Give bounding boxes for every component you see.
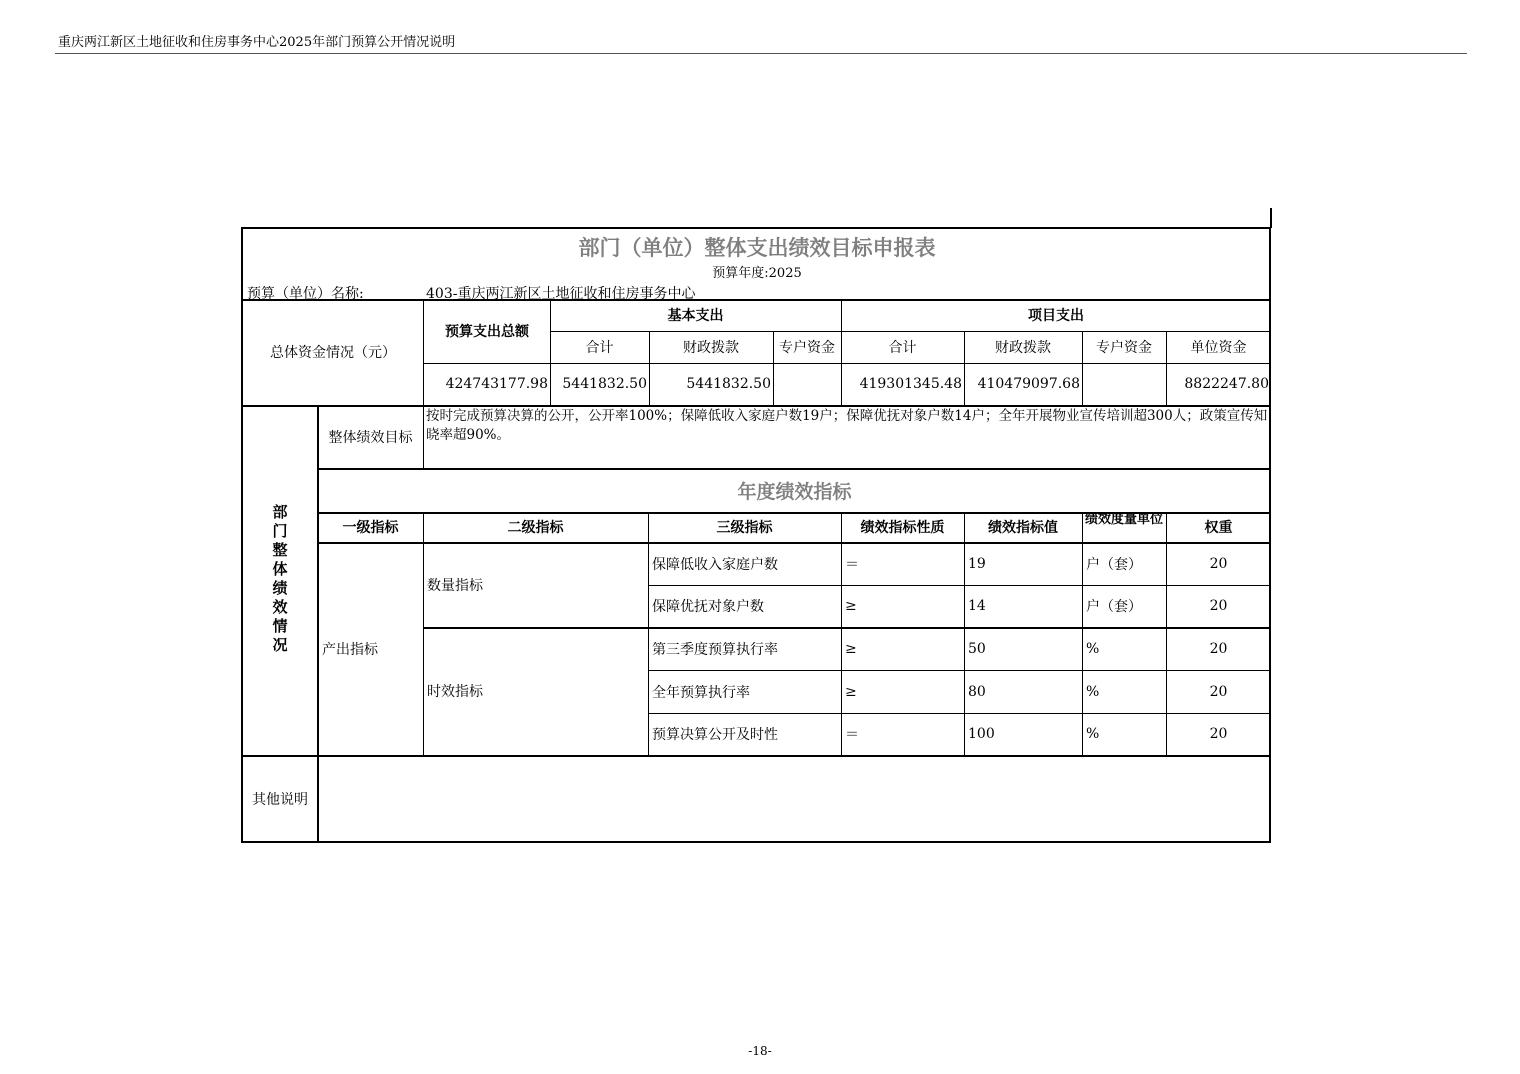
row-level3: 预算决算公开及时性: [652, 727, 778, 743]
row-value: 100: [968, 726, 995, 742]
project-unit-value: 8822247.80: [1184, 376, 1269, 392]
other-label: 其他说明: [252, 792, 308, 808]
side-label: 部门整体绩效情况: [270, 504, 289, 656]
row-level3: 第三季度预算执行率: [652, 641, 778, 658]
project-special-header: 专户资金: [1096, 340, 1152, 356]
basic-special-header: 专户资金: [779, 340, 835, 356]
row-value: 80: [968, 683, 986, 700]
page-number: -18-: [748, 1044, 772, 1058]
basic-fiscal-value: 5441832.50: [686, 376, 771, 392]
basic-total-header: 合计: [585, 340, 614, 356]
header-rule: [55, 53, 1467, 54]
row-weight: 20: [1209, 726, 1228, 742]
row-unit: %: [1086, 726, 1100, 742]
col-nature: 绩效指标性质: [860, 520, 945, 536]
project-unit-header: 单位资金: [1190, 340, 1247, 356]
row-weight: 20: [1209, 555, 1228, 572]
performance-form: [241, 227, 1271, 843]
col-value: 绩效指标值: [988, 520, 1058, 536]
row-unit: 户（套）: [1086, 556, 1142, 573]
basic-fiscal-header: 财政拨款: [683, 340, 739, 356]
col-level3: 三级指标: [716, 520, 773, 536]
project-fiscal-value: 410479097.68: [977, 376, 1080, 392]
row-unit: 户（套）: [1086, 599, 1142, 615]
funds-row-label: 总体资金情况（元）: [270, 345, 396, 361]
side-label-cell: [243, 405, 317, 755]
row-level3: 保障低收入家庭户数: [652, 556, 778, 573]
row-nature: ＝: [845, 727, 859, 743]
row-weight: 20: [1209, 598, 1228, 614]
row-weight: 20: [1209, 640, 1228, 657]
col-unit: 绩效度量单位: [1084, 512, 1163, 527]
basic-special-value: [773, 363, 841, 405]
row-weight: 20: [1209, 683, 1228, 700]
level2-group-quantity: 数量指标: [427, 577, 483, 594]
level1-cell: 产出指标: [322, 641, 378, 658]
row-value: 50: [968, 640, 986, 657]
project-fiscal-header: 财政拨款: [995, 340, 1051, 356]
row-nature: ≥: [845, 640, 857, 657]
level2-group-timeliness: 时效指标: [427, 684, 483, 700]
row-nature: ＝: [845, 556, 859, 573]
row-nature: ≥: [845, 598, 857, 614]
basic-header: 基本支出: [667, 308, 724, 324]
annual-title: 年度绩效指标: [737, 480, 852, 503]
goal-label: 整体绩效目标: [328, 429, 413, 446]
unit-name-label: 预算（单位）名称:: [247, 286, 364, 302]
row-value: 14: [968, 598, 986, 614]
total-header: 预算支出总额: [445, 324, 529, 340]
total-value: 424743177.98: [445, 376, 548, 392]
document-header: 重庆两江新区土地征收和住房事务中心2025年部门预算公开情况说明: [58, 35, 456, 50]
row-level3: 全年预算执行率: [652, 684, 750, 701]
project-total-header: 合计: [888, 340, 917, 356]
col-weight: 权重: [1204, 520, 1233, 536]
project-total-value: 419301345.48: [859, 376, 962, 392]
row-unit: %: [1086, 640, 1100, 657]
unit-name-value: 403-重庆两江新区土地征收和住房事务中心: [426, 286, 696, 302]
goal-text: 按时完成预算决算的公开，公开率100%；保障低收入家庭户数19户；保障优抚对象户数14户；全年开展物业宣传培训超300人；政策宣传知晓率超90%。: [426, 408, 1268, 443]
row-nature: ≥: [845, 683, 857, 700]
other-text: [318, 755, 1271, 843]
row-unit: %: [1086, 683, 1100, 700]
row-level3: 保障优抚对象户数: [652, 599, 764, 615]
col-level2: 二级指标: [507, 520, 564, 536]
basic-total-value: 5441832.50: [562, 376, 647, 392]
project-special-value: [1082, 363, 1166, 405]
form-top-edge-line: [1270, 208, 1272, 228]
col-level1: 一级指标: [342, 520, 399, 536]
form-title: 部门（单位）整体支出绩效目标申报表: [578, 236, 936, 260]
row-value: 19: [968, 555, 986, 572]
project-header: 项目支出: [1028, 308, 1084, 324]
budget-year: 预算年度:2025: [712, 266, 802, 281]
